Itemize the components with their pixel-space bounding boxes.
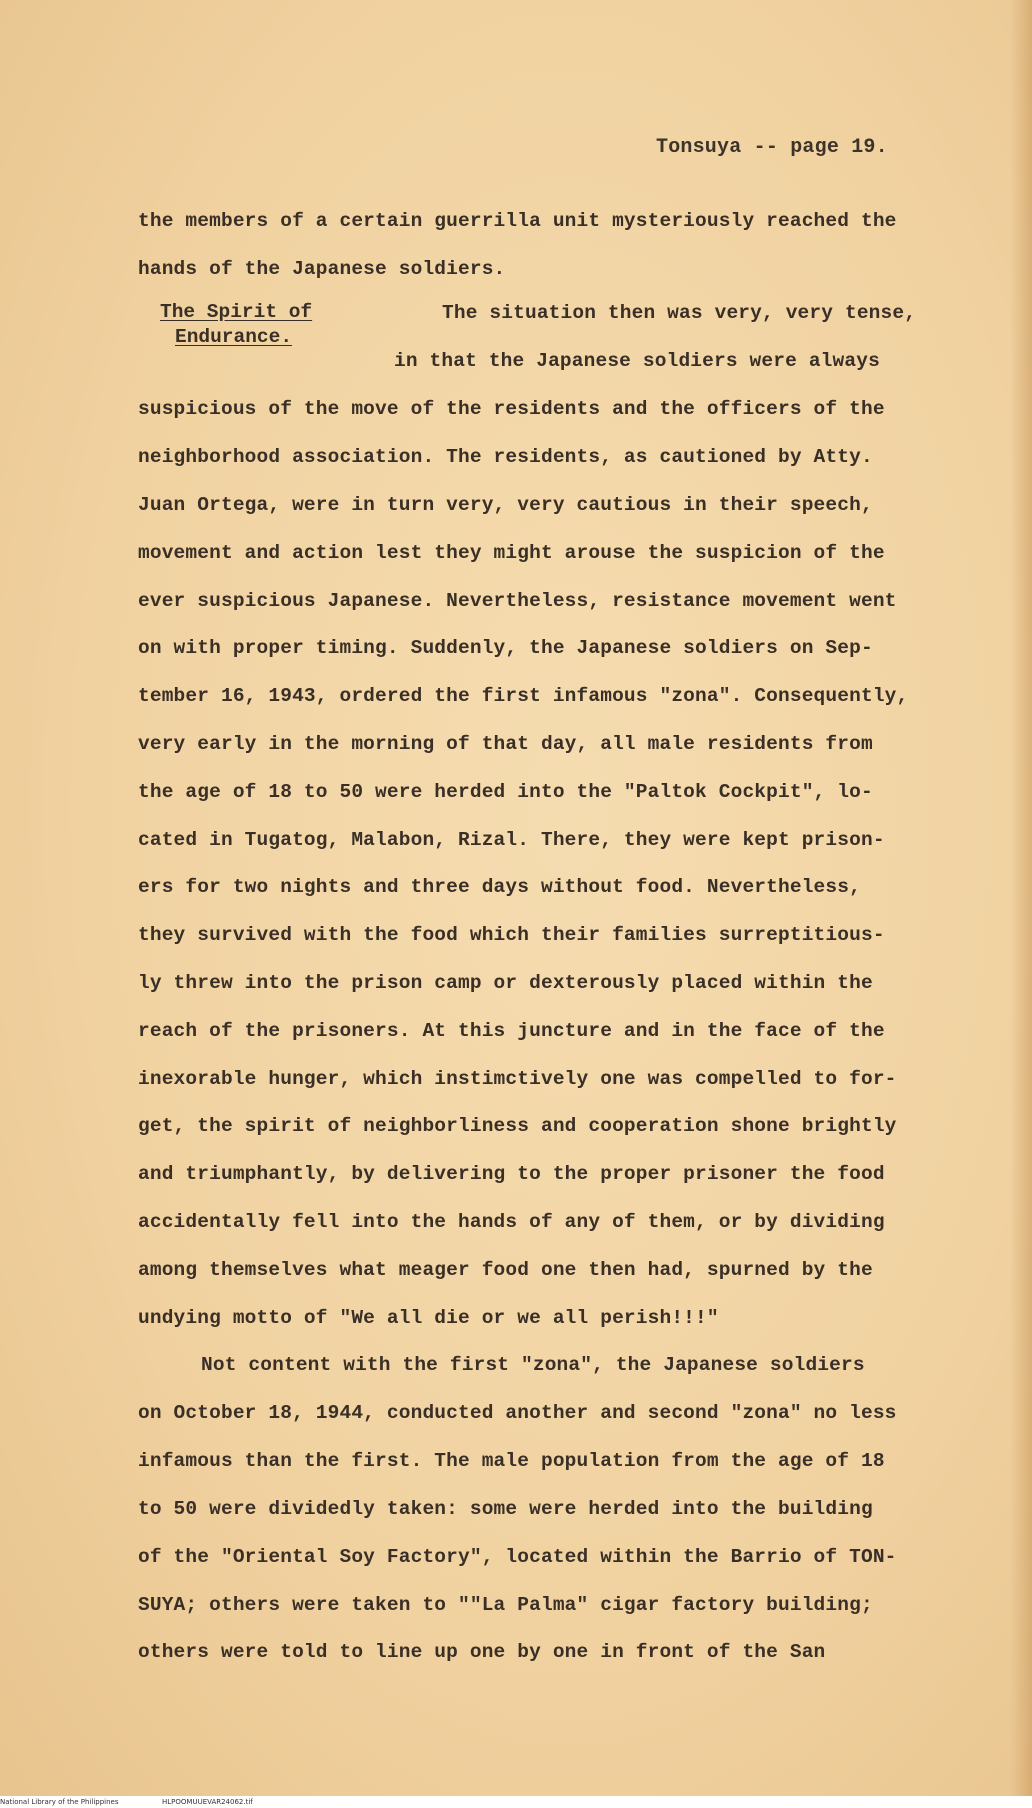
text-line: Not content with the first "zona", the Japanese soldiers: [201, 1354, 865, 1376]
text-line: tember 16, 1943, ordered the first infamous "zona". Consequently,: [138, 685, 909, 707]
footer-filename: HLPOOMUUEVAR24062.tif: [162, 1798, 253, 1806]
text-line: the age of 18 to 50 were herded into the "Paltok Cockpit", lo-: [138, 781, 873, 803]
text-line: hands of the Japanese soldiers.: [138, 258, 506, 280]
text-line: reach of the prisoners. At this juncture and in the face of the: [138, 1020, 885, 1042]
text-line: SUYA; others were taken to ""La Palma" cigar factory building;: [138, 1594, 873, 1616]
text-line: undying motto of "We all die or we all perish!!!": [138, 1307, 719, 1329]
text-line: cated in Tugatog, Malabon, Rizal. There, they were kept prison-: [138, 829, 885, 851]
text-line: suspicious of the move of the residents and the officers of the: [138, 398, 885, 420]
page-header: Tonsuya -- page 19.: [656, 136, 888, 159]
text-line: neighborhood association. The residents, as cautioned by Atty.: [138, 446, 873, 468]
margin-heading-line-2: Endurance.: [175, 326, 293, 348]
text-line: ever suspicious Japanese. Nevertheless, resistance movement went: [138, 590, 897, 612]
text-line: to 50 were dividedly taken: some were herded into the building: [138, 1498, 873, 1520]
scan-footer: [0, 1796, 1032, 1808]
margin-heading-line-1: The Spirit of: [160, 301, 313, 323]
margin-heading: [160, 300, 312, 350]
page-edge-shadow: [1010, 0, 1032, 1796]
text-line: movement and action lest they might arouse the suspicion of the: [138, 542, 885, 564]
text-line: they survived with the food which their families surreptitious-: [138, 924, 885, 946]
text-line: on October 18, 1944, conducted another and second "zona" no less: [138, 1402, 897, 1424]
text-line: in that the Japanese soldiers were always: [394, 350, 880, 372]
footer-library: National Library of the Philippines: [0, 1798, 119, 1806]
text-line: the members of a certain guerrilla unit mysteriously reached the: [138, 210, 897, 232]
text-line: get, the spirit of neighborliness and cooperation shone brightly: [138, 1115, 897, 1137]
text-line: The situation then was very, very tense,: [442, 302, 917, 324]
text-line: ers for two nights and three days without food. Nevertheless,: [138, 876, 861, 898]
text-line: others were told to line up one by one in front of the San: [138, 1641, 826, 1663]
text-line: on with proper timing. Suddenly, the Japanese soldiers on Sep-: [138, 637, 873, 659]
text-line: of the "Oriental Soy Factory", located within the Barrio of TON-: [138, 1546, 897, 1568]
text-line: inexorable hunger, which instimctively one was compelled to for-: [138, 1068, 897, 1090]
text-line: accidentally fell into the hands of any of them, or by dividing: [138, 1211, 885, 1233]
text-line: Juan Ortega, were in turn very, very cautious in their speech,: [138, 494, 873, 516]
text-line: ly threw into the prison camp or dexterously placed within the: [138, 972, 873, 994]
text-line: and triumphantly, by delivering to the proper prisoner the food: [138, 1163, 885, 1185]
text-line: among themselves what meager food one then had, spurned by the: [138, 1259, 873, 1281]
text-line: infamous than the first. The male population from the age of 18: [138, 1450, 885, 1472]
text-line: very early in the morning of that day, all male residents from: [138, 733, 873, 755]
